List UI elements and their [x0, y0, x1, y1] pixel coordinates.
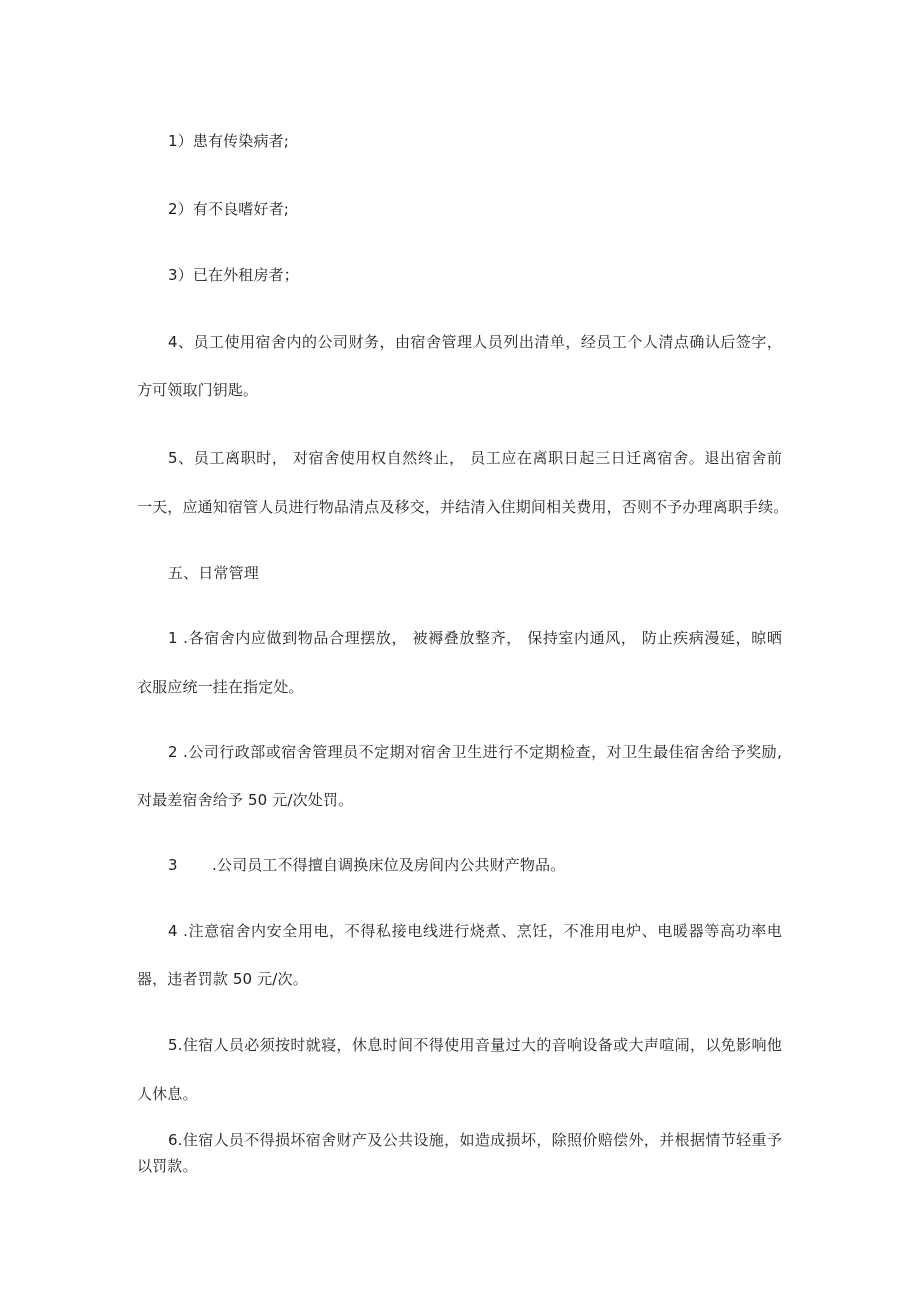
condition-item-2: 2）有不良嗜好者; [168, 200, 289, 218]
daily-rule-3-text: .公司员工不得擅自调换床位及房间内公共财产物品。 [212, 856, 566, 874]
daily-rule-3-number: 3 [168, 856, 178, 874]
condition-item-3: 3）已在外租房者； [168, 266, 299, 284]
daily-rule-2-line-2: 对最差宿舍给予 50 元/次处罚。 [137, 791, 354, 809]
condition-item-1: 1）患有传染病者; [168, 132, 289, 150]
daily-rule-2-line-1: 2 .公司行政部或宿舍管理员不定期对宿舍卫生进行不定期检查，对卫生最佳宿舍给予奖励, [168, 743, 782, 761]
rule-4-line-1: 4、员工使用宿舍内的公司财务，由宿舍管理人员列出清单，经员工个人清点确认后签字， [168, 333, 782, 351]
daily-rule-3 [168, 855, 788, 875]
rule-4-line-2: 方可领取门钥匙。 [137, 381, 259, 399]
daily-rule-1-line-1: 1 .各宿舍内应做到物品合理摆放， 被褥叠放整齐， 保持室内通风， 防止疾病漫延，晾晒 [168, 629, 782, 647]
rule-5-line-2: 一天，应通知宿管人员进行物品清点及移交，并结清入住期间相关费用，否则不予办理离职手续。 [137, 498, 789, 516]
daily-rule-5-line-2: 人休息。 [137, 1085, 198, 1103]
daily-rule-1-line-2: 衣服应统一挂在指定处。 [137, 678, 304, 696]
daily-rule-5-line-1: 5.住宿人员必须按时就寝，休息时间不得使用音量过大的音响设备或大声喧闹，以免影响他 [168, 1036, 782, 1054]
section-heading-daily-management: 五、日常管理 [168, 564, 259, 582]
daily-rule-4-line-1: 4 .注意宿舍内安全用电，不得私接电线进行烧煮、烹饪，不准用电炉、电暖器等高功率电 [168, 922, 782, 940]
daily-rule-6-line-2: 以罚款。 [137, 1157, 198, 1175]
rule-5-line-1: 5、员工离职时， 对宿舍使用权自然终止， 员工应在离职日起三日迁离宿舍。退出宿舍前 [168, 449, 782, 467]
daily-rule-6-line-1: 6.住宿人员不得损坏宿舍财产及公共设施，如造成损坏，除照价赔偿外，并根据情节轻重予 [168, 1131, 782, 1149]
daily-rule-4-line-2: 器，违者罚款 50 元/次。 [137, 970, 308, 988]
